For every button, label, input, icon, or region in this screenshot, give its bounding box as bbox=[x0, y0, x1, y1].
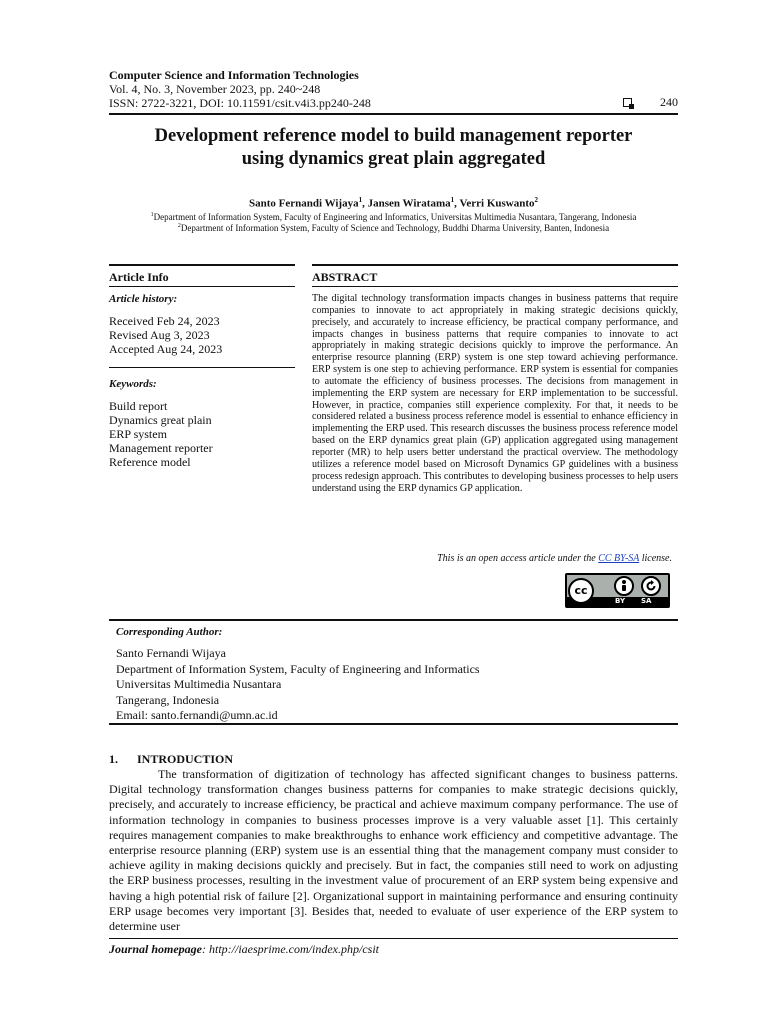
author-name: Santo Fernandi Wijaya bbox=[248, 197, 359, 210]
keywords-label: Keywords: bbox=[109, 378, 157, 390]
history-item: Accepted Aug 24, 2023 bbox=[109, 342, 223, 356]
abstract-top-rule bbox=[312, 264, 678, 266]
author-name: Verri Kuswanto bbox=[459, 197, 535, 210]
corresponding-details bbox=[116, 646, 480, 724]
title-line-2: using dynamics great plain aggregated bbox=[241, 149, 546, 169]
history-item: Received Feb 24, 2023 bbox=[109, 314, 220, 328]
author-sup: 2 bbox=[534, 196, 539, 204]
page-box-icon bbox=[623, 98, 632, 107]
corresponding-bottom-rule bbox=[109, 723, 678, 725]
keyword-item: Reference model bbox=[109, 455, 191, 469]
author-sup: 1 bbox=[358, 196, 363, 204]
paper-title bbox=[109, 125, 678, 171]
history-label: Article history: bbox=[109, 293, 178, 305]
introduction-body: The transformation of digitization of technology has affected significant changes to business patterns. Digital technology transformation changes business patterns for companies to make strategic decisions quickly, precisely, and accurately to increase efficiency, be practical and achieve maximum company performance. The use of information technology in companies to business processes improve is a very valuable asset [1]. This certainly requires management companies to make breakthroughs to enhance work efficiency and competitive advantage. The enterprise resource planning (ERP) system use is an essential thing that the management company must consider to achieve agility in making decisions quickly and precisely. But in fact, the companies still need to work on adjusting the ERP business processes, resulting in the investment value of procurement of an ERP system being expensive and having a high potential risk of failure [2]. Organizational support in maintaining performance and ensuring continuity ERP usage becomes very important [3]. Besides that, needed to evaluate of user experience of the ERP system to determine user bbox=[109, 767, 678, 934]
affiliation-text: Department of Information System, Faculty of Science and Technology, Buddhi Dharma University, Banten, Indonesia bbox=[180, 223, 610, 233]
homepage-label: Journal homepage bbox=[109, 942, 203, 956]
author-list bbox=[109, 196, 678, 210]
keyword-item: Management reporter bbox=[109, 441, 213, 455]
cc-labels bbox=[565, 597, 670, 607]
cc-icon: cc bbox=[568, 578, 594, 604]
article-info-top-rule bbox=[109, 264, 295, 266]
keyword-item: ERP system bbox=[109, 427, 167, 441]
abstract-text: The digital technology transformation impacts changes in business patterns that require companies to innovate to act appropriately in making strategic decisions quickly, precisely, and accurately to increase efficiency, be practical company performance, and impacts changes in business patterns that require companies to innovate to act appropriately in making strategic decisions quickly to improve the performance. An enterprise resource planning (ERP) system is one step toward achieving performance. ERP system is one step to achieving performance. ERP system is essential for companies to automate the efficiency of business processes. The decisions from management in implementing the ERP system are necessary for ERP implementation to be successful. However, in practice, companies still experience complexity. For that, it needs to be considered related a business process reference model is essential to enhance efficiency in implementing the ERP used. This research discusses the business process reference model based on the ERP dynamics great plain (GP) application aggregated using management reporter (MR) to help users better understand the practical overview. The methodology utilizes a reference model based on Microsoft Dynamics GP guidelines with a business process redesign approach. This contributes to developing business processes to help users understand using the ERP dynamics GP application. bbox=[312, 293, 678, 494]
corresponding-top-rule bbox=[109, 619, 678, 621]
by-person-icon bbox=[614, 576, 634, 596]
author-separator: , bbox=[454, 197, 460, 210]
affiliation-text: Department of Information System, Faculty of Engineering and Informatics, Universitas Multimedia Nusantara, Tangerang, Indonesia bbox=[153, 212, 637, 222]
article-info-heading: Article Info bbox=[109, 270, 169, 284]
author-separator: , bbox=[362, 197, 368, 210]
cc-by-label: BY bbox=[615, 597, 626, 605]
corresponding-line: Tangerang, Indonesia bbox=[116, 692, 220, 707]
section-number: 1. bbox=[109, 752, 118, 766]
affiliation-1 bbox=[100, 212, 687, 222]
affiliation-sup: 1 bbox=[150, 212, 154, 218]
abstract-heading: ABSTRACT bbox=[312, 270, 378, 284]
license-link[interactable]: CC BY-SA bbox=[598, 553, 640, 564]
affiliation-sup: 2 bbox=[177, 223, 181, 229]
introduction-heading bbox=[109, 752, 233, 767]
license-suffix: license. bbox=[639, 553, 672, 564]
homepage-separator: : bbox=[202, 942, 210, 956]
abstract-sub-rule bbox=[312, 286, 678, 287]
title-line-1: Development reference model to build management reporter bbox=[154, 126, 633, 146]
section-title: INTRODUCTION bbox=[137, 752, 234, 766]
page-number-area bbox=[620, 95, 678, 111]
history-item: Revised Aug 3, 2023 bbox=[109, 328, 210, 342]
keywords-rule bbox=[109, 367, 295, 368]
header-rule bbox=[109, 113, 678, 115]
author-name: Jansen Wiratama bbox=[367, 197, 451, 210]
keyword-item: Dynamics great plain bbox=[109, 413, 212, 427]
corresponding-line: Email: santo.fernandi@umn.ac.id bbox=[116, 708, 278, 723]
license-prefix: This is an open access article under the bbox=[437, 553, 599, 564]
cc-sa-label: SA bbox=[641, 597, 652, 605]
footer-rule bbox=[109, 938, 678, 939]
history-list bbox=[109, 314, 295, 356]
cc-by-sa-badge[interactable] bbox=[565, 573, 670, 608]
corresponding-heading: Corresponding Author: bbox=[116, 626, 223, 638]
homepage-url[interactable]: http://iaesprime.com/index.php/csit bbox=[209, 942, 379, 956]
affiliation-2 bbox=[100, 223, 687, 233]
keywords-list bbox=[109, 399, 295, 469]
journal-homepage bbox=[109, 942, 379, 957]
article-info-sub-rule bbox=[109, 286, 295, 287]
sa-icon bbox=[641, 576, 661, 596]
corresponding-line: Universitas Multimedia Nusantara bbox=[116, 677, 282, 692]
journal-name: Computer Science and Information Technologies bbox=[109, 68, 359, 82]
corresponding-line: Department of Information System, Faculty of Engineering and Informatics bbox=[116, 661, 480, 676]
page-number: 240 bbox=[660, 95, 678, 109]
license-line bbox=[312, 553, 672, 564]
journal-issn: ISSN: 2722-3221, DOI: 10.11591/csit.v4i3.pp240-248 bbox=[109, 96, 371, 110]
journal-volume: Vol. 4, No. 3, November 2023, pp. 240~248 bbox=[109, 82, 321, 96]
corresponding-line: Santo Fernandi Wijaya bbox=[116, 646, 226, 660]
author-sup: 1 bbox=[450, 196, 455, 204]
keyword-item: Build report bbox=[109, 399, 168, 413]
